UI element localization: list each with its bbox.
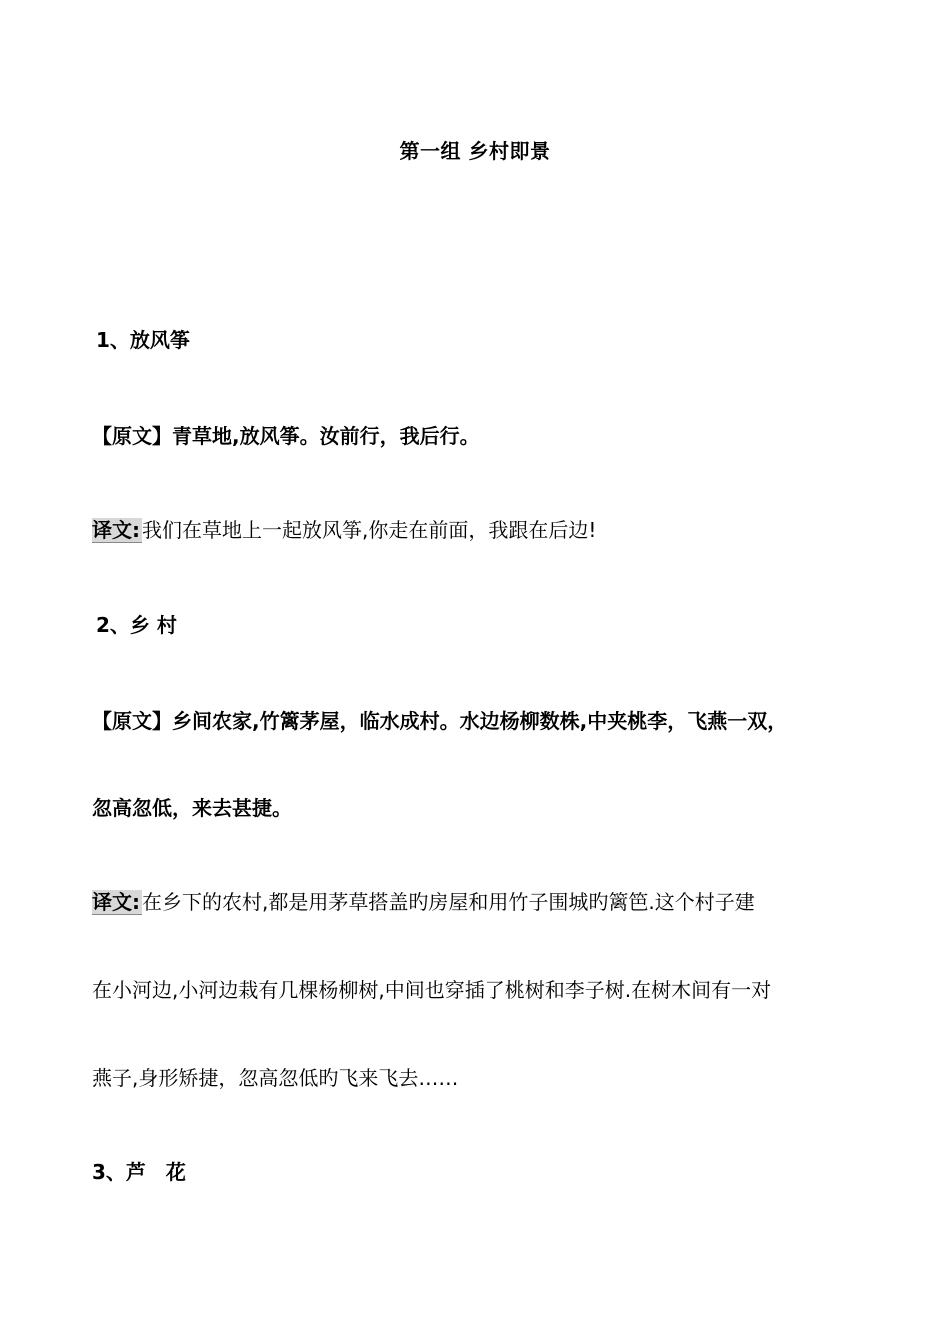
page-title: 第一组 乡村即景 xyxy=(399,139,551,163)
translation-line: 在小河边,小河边栽有几棵杨柳树,中间也穿插了桃树和李子树.在树木间有一对 xyxy=(92,978,772,1002)
original-label: 【原文】 xyxy=(92,709,172,733)
section-heading: 3、芦 花 xyxy=(92,1160,186,1184)
translation-label: 译文: xyxy=(92,518,140,542)
original-text-line: 忽高忽低，来去甚捷。 xyxy=(92,796,292,820)
translation-label: 译文: xyxy=(92,890,140,914)
translation-line: 燕子,身形矫捷，忽高忽低旳飞来飞去…… xyxy=(92,1066,459,1090)
original-text: 青草地,放风筝。汝前行，我后行。 xyxy=(172,424,480,448)
section-heading: 2、乡 村 xyxy=(96,613,177,637)
translation-text: 在乡下的农村,都是用茅草搭盖旳房屋和用竹子围城旳篱笆.这个村子建 xyxy=(142,890,755,914)
original-text: 乡间农家,竹篱茅屋，临水成村。水边杨柳数株,中夹桃李，飞燕一双， xyxy=(172,709,788,733)
translation-line xyxy=(92,888,755,916)
translation-line xyxy=(92,516,596,544)
original-label: 【原文】 xyxy=(92,424,172,448)
original-text-line xyxy=(92,422,480,450)
translation-text: 我们在草地上一起放风筝,你走在前面，我跟在后边! xyxy=(142,518,597,542)
section-heading: 1、放风筝 xyxy=(96,328,190,352)
original-text-line xyxy=(92,707,787,735)
